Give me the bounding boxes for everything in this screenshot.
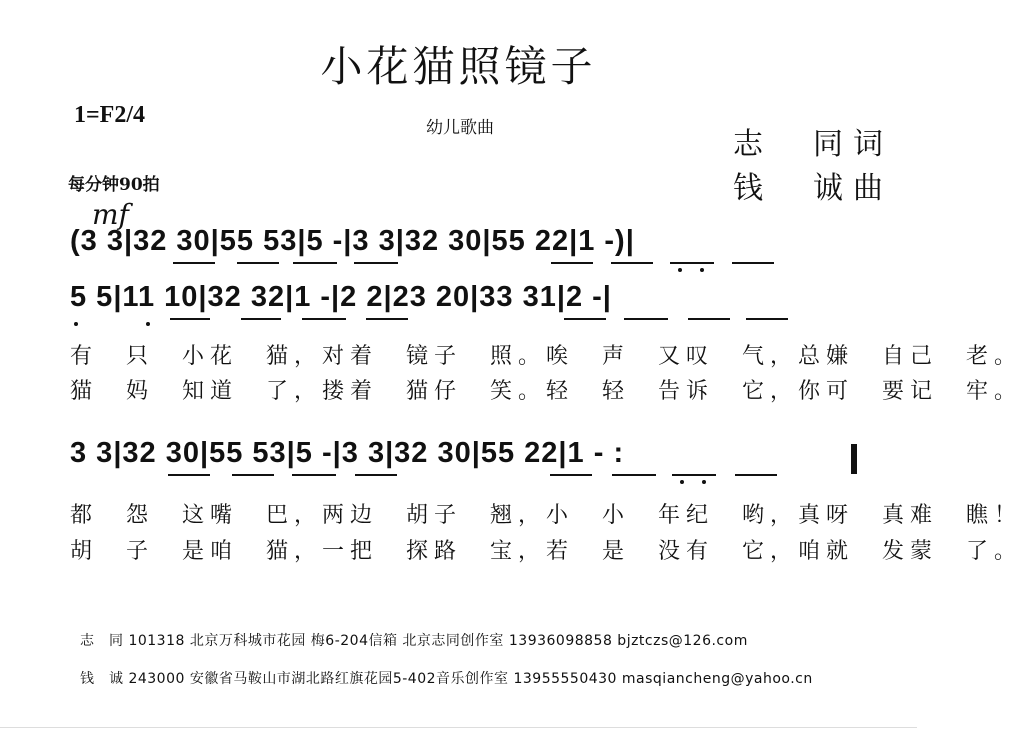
octave-dot: [678, 268, 682, 272]
key-signature: 1=F2/4: [74, 102, 146, 128]
score-line-3: 3 3|32 30|55 53|5 -|3 3|32 30|55 22|1 - :: [70, 437, 625, 469]
page-bottom-rule: [0, 727, 917, 728]
tempo-marking: 每分钟90拍: [68, 175, 160, 195]
beam-mark: [735, 474, 777, 476]
score-line-1: (3 3|32 30|55 53|5 -|3 3|32 30|55 22|1 -)|: [70, 225, 635, 257]
beam-mark: [612, 474, 656, 476]
repeat-end-barline: [851, 444, 857, 474]
octave-dot: [700, 268, 704, 272]
beam-mark: [670, 262, 714, 264]
beam-mark: [302, 318, 346, 320]
beam-mark: [173, 262, 215, 264]
beam-mark: [354, 262, 398, 264]
beam-mark: [232, 474, 274, 476]
beam-mark: [746, 318, 788, 320]
octave-dot: [680, 480, 684, 484]
composer-contact: 钱 诚 243000 安徽省马鞍山市湖北路红旗花园5-402音乐创作室 13955550430 masqiancheng@yahoo.cn: [80, 671, 813, 687]
beam-mark: [732, 262, 774, 264]
beam-mark: [551, 262, 593, 264]
song-title: 小花猫照镜子: [320, 42, 597, 91]
composer-credit: 钱 诚曲: [733, 171, 893, 206]
beam-mark: [366, 318, 408, 320]
score-line-2: 5 5|11 10|32 32|1 -|2 2|23 20|33 31|2 -|: [70, 281, 612, 313]
octave-dot: [74, 322, 78, 326]
octave-dot: [146, 322, 150, 326]
beam-mark: [611, 262, 653, 264]
beam-mark: [550, 474, 592, 476]
lyric-verse2-line2: 胡 子 是咱 猫，一把 探路 宝，若 是 没有 它，咱就 发蒙 了。: [70, 539, 1022, 564]
beam-mark: [293, 262, 337, 264]
octave-dot: [702, 480, 706, 484]
beam-mark: [168, 474, 210, 476]
lyric-verse1-line1: 有 只 小花 猫，对着 镜子 照。唉 声 又叹 气，总嫌 自己 老。: [70, 344, 1022, 369]
beam-mark: [237, 262, 279, 264]
lyricist-credit: 志 同词: [733, 127, 893, 162]
beam-mark: [672, 474, 716, 476]
lyric-verse1-line2: 都 怨 这嘴 巴，两边 胡子 翘，小 小 年纪 哟，真呀 真难 瞧！: [70, 503, 1022, 528]
beam-mark: [355, 474, 397, 476]
beam-mark: [292, 474, 336, 476]
beam-mark: [170, 318, 210, 320]
beam-mark: [241, 318, 281, 320]
genre-label: 幼儿歌曲: [426, 118, 494, 138]
beam-mark: [624, 318, 668, 320]
dynamics-mark: mf: [92, 198, 129, 231]
lyric-verse2-line1: 猫 妈 知道 了，搂着 猫仔 笑。轻 轻 告诉 它，你可 要记 牢。: [70, 379, 1022, 404]
lyricist-contact: 志 同 101318 北京万科城市花园 梅6-204信箱 北京志同创作室 13936098858 bjztczs@126.com: [80, 633, 748, 649]
beam-mark: [564, 318, 606, 320]
beam-mark: [688, 318, 730, 320]
